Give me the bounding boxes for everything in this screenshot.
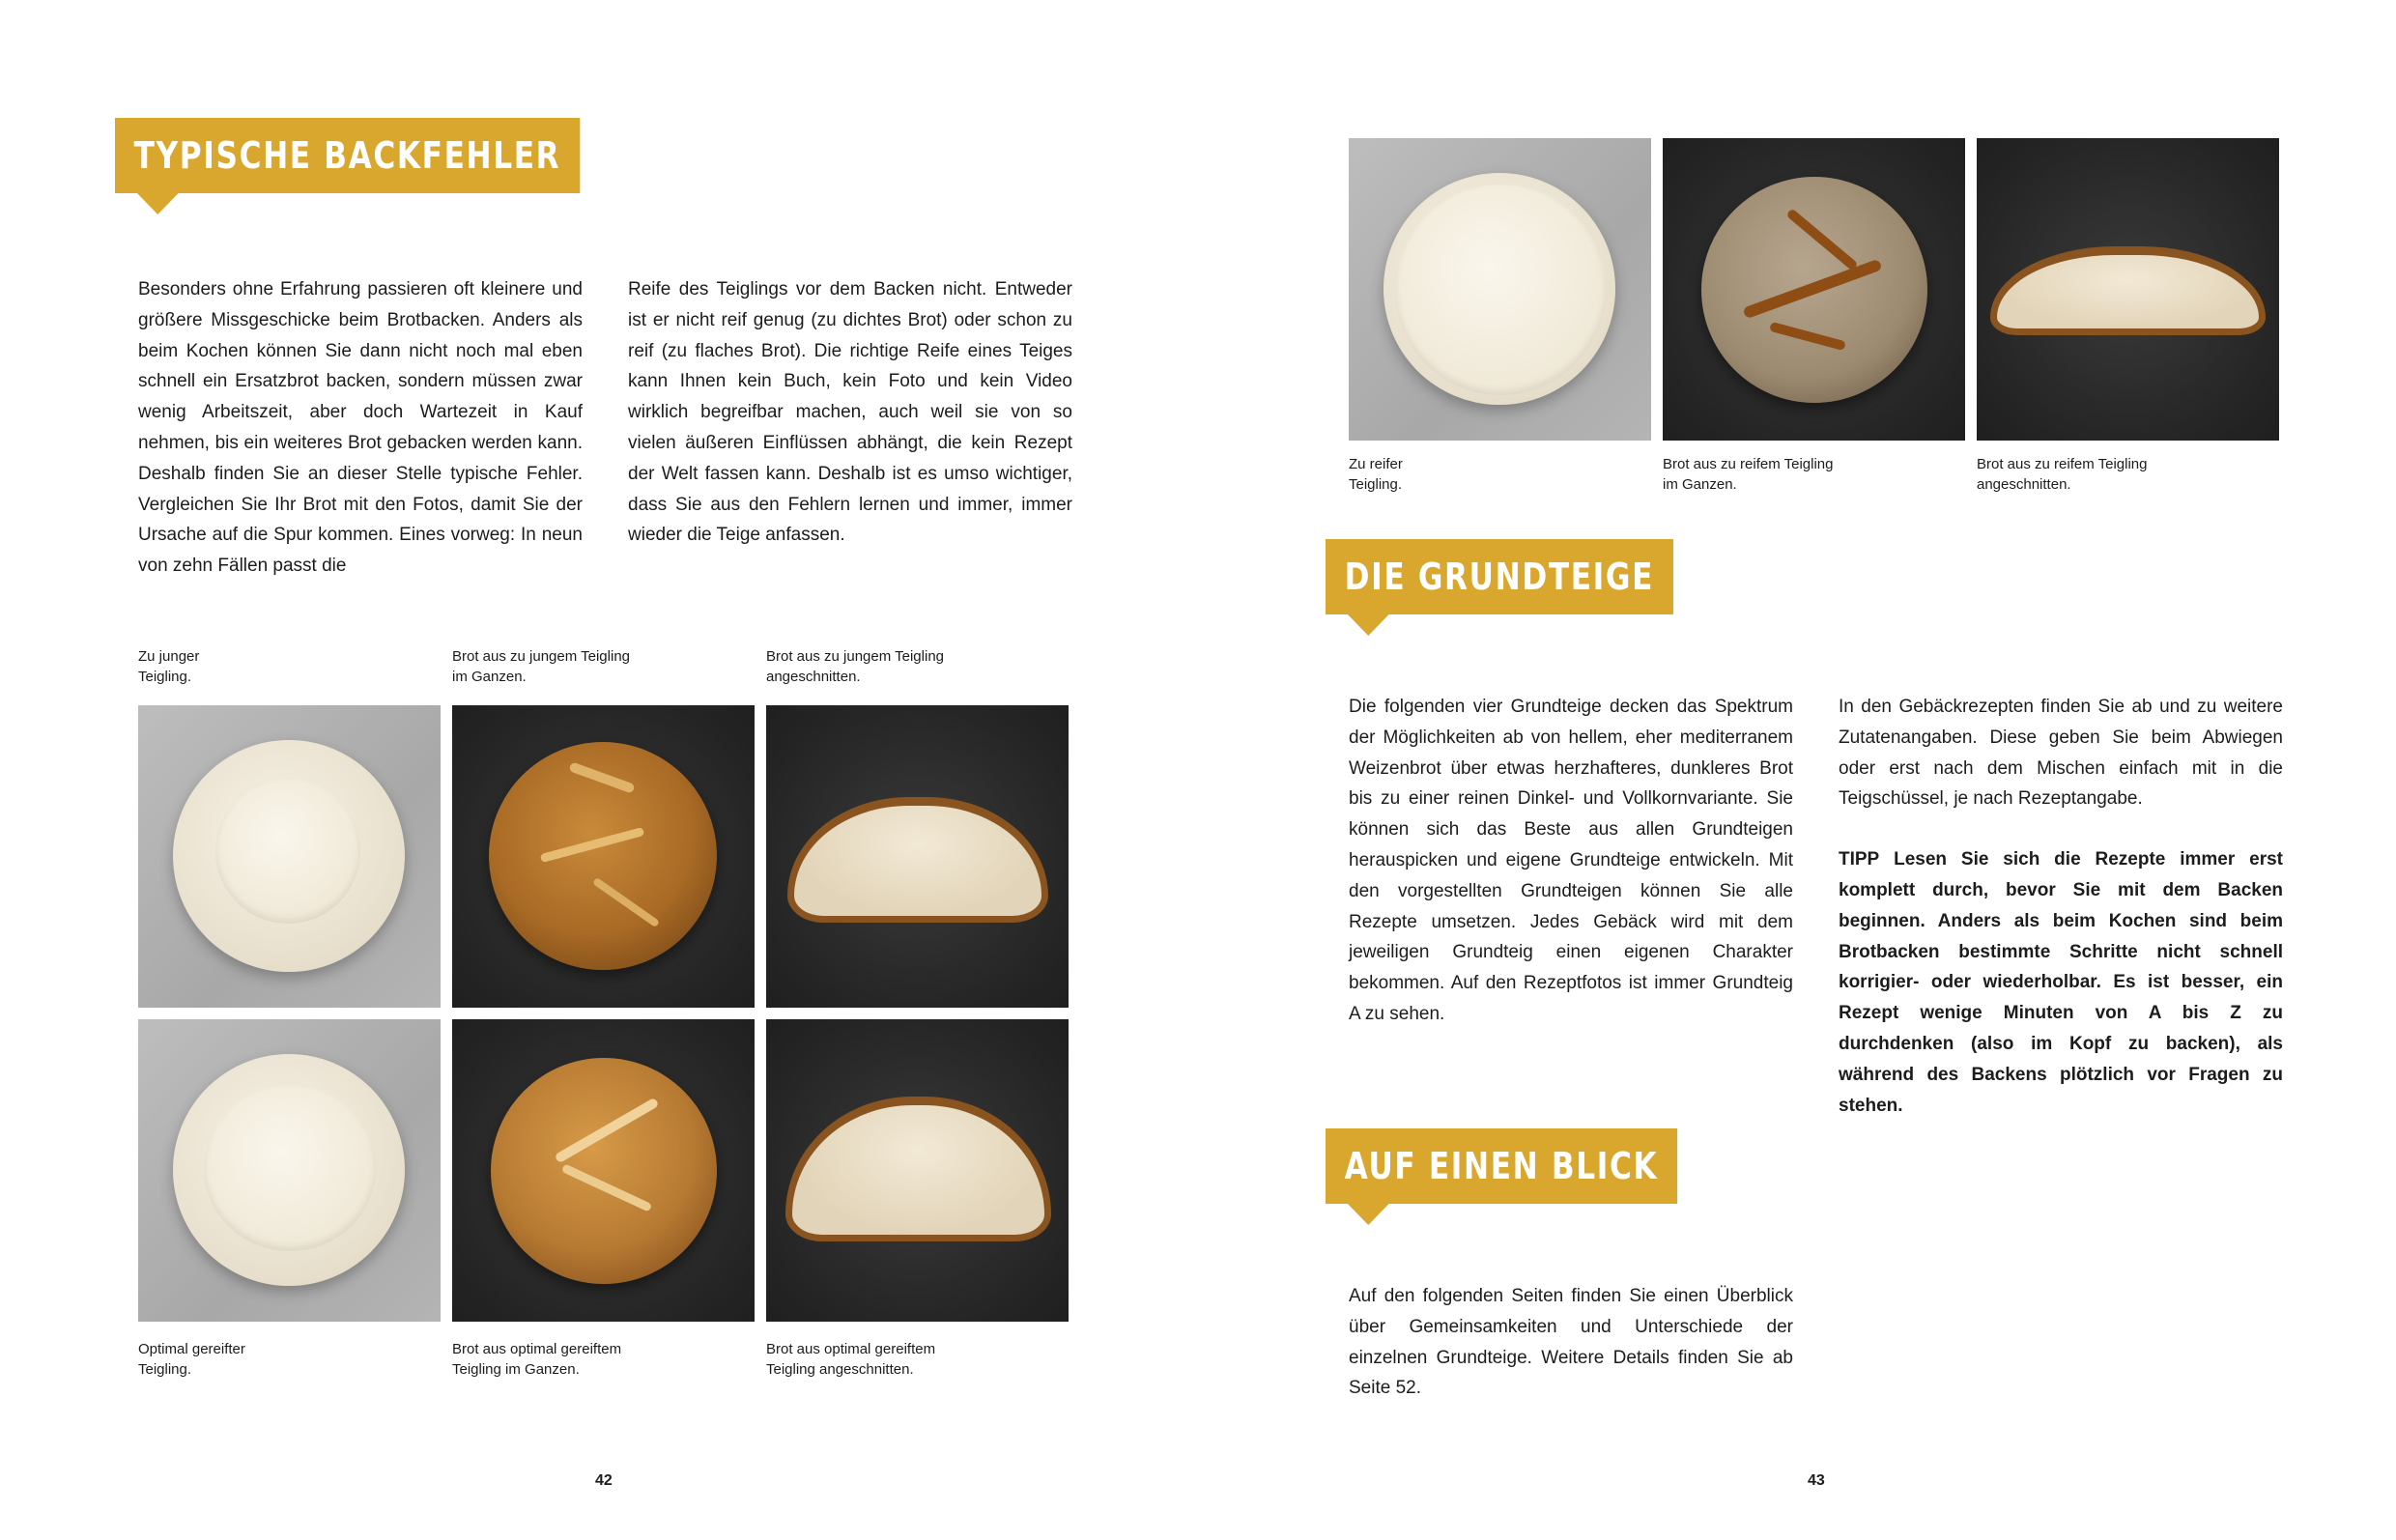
intro-column-2: Reife des Teiglings vor dem Backen nicht. Entweder ist er nicht reif genug (zu dichtes Brot) oder schon zu reif (zu flaches Brot). Die richtige Reife eines Teiges kann Ihnen kein Buch, kein Foto und kein Video wirklich begreifbar machen, auch weil sie von so vielen äußeren Einflüssen abhängt, die kein Rezept der Welt fassen kann. Deshalb ist es umso wichtiger, dass Sie aus den Fehlern lernen und immer, immer wieder die Teige anfassen. bbox=[628, 279, 1072, 546]
caption-zu-jungem-angeschnitten: Brot aus zu jungem Teigling angeschnitten. bbox=[766, 648, 944, 685]
grundteige-column-2 bbox=[1839, 692, 2283, 1121]
page-number-right: 43 bbox=[1808, 1472, 1825, 1489]
page-number-left: 42 bbox=[595, 1472, 613, 1489]
tipp-label: TIPP bbox=[1839, 849, 1880, 870]
caption-optimal-ganzen: Brot aus optimal gereiftem Teigling im Ganzen. bbox=[452, 1341, 622, 1378]
photo-overproof-dough bbox=[1349, 138, 1651, 441]
photo-young-dough bbox=[138, 705, 441, 1008]
caption-optimal-teigling: Optimal gereifter Teigling. bbox=[138, 1341, 245, 1378]
caption-zu-jungem-ganzen: Brot aus zu jungem Teigling im Ganzen. bbox=[452, 648, 630, 685]
intro-column-1: Besonders ohne Erfahrung passieren oft kleinere und größere Missgeschicke beim Brotbacken. Anders als beim Kochen können Sie dann nicht noch mal eben schnell ein Ersatzbrot backen, sondern müssen zwar wenig Arbeitszeit, aber doch Wartezeit in Kauf nehmen, bis ein weiteres Brot gebacken werden kann. Deshalb finden Sie an dieser Stelle typische Fehler. Vergleichen Sie Ihr Brot mit den Fotos, damit Sie der Ursache auf die Spur kommen. Eines vorweg: In neun von zehn Fällen passt die bbox=[138, 279, 583, 577]
heading-die-grundteige: DIE GRUNDTEIGE bbox=[1326, 539, 1673, 614]
photo-optimal-loaf-cut bbox=[766, 1019, 1069, 1322]
auf-einen-blick-text: Auf den folgenden Seiten finden Sie einen Überblick über Gemeinsamkeiten und Unterschiede der einzelnen Grundteige. Weitere Details finden Sie ab Seite 52. bbox=[1349, 1286, 1793, 1399]
caption-zu-junger-teigling: Zu junger Teigling. bbox=[138, 648, 200, 685]
caption-zu-reifem-ganzen: Brot aus zu reifem Teigling im Ganzen. bbox=[1663, 456, 1834, 493]
tipp-text: Lesen Sie sich die Rezepte immer erst komplett durch, bevor Sie mit dem Backen beginnen. Anders als beim Kochen sind beim Brotbacken bestimmte Schritte nicht schnell korrigier- oder wiederholbar. Es ist besser, ein Rezept wenige Minuten von A bis Z zu durchdenken (also im Kopf zu backen), als während des Backens plötzlich vor Fragen zu stehen. bbox=[1839, 849, 2283, 1116]
photo-optimal-dough bbox=[138, 1019, 441, 1322]
caption-zu-reifer-teigling: Zu reifer Teigling. bbox=[1349, 456, 1403, 493]
caption-zu-reifem-angeschnitten: Brot aus zu reifem Teigling angeschnitten. bbox=[1977, 456, 2148, 493]
heading-typische-backfehler: TYPISCHE BACKFEHLER bbox=[115, 118, 580, 193]
photo-optimal-loaf-whole bbox=[452, 1019, 755, 1322]
heading-auf-einen-blick: AUF EINEN BLICK bbox=[1326, 1128, 1677, 1204]
photo-young-loaf-cut bbox=[766, 705, 1069, 1008]
photo-overproof-loaf-cut bbox=[1977, 138, 2279, 441]
caption-optimal-angeschnitten: Brot aus optimal gereiftem Teigling angeschnitten. bbox=[766, 1341, 936, 1378]
grundteige-intro: In den Gebäckrezepten finden Sie ab und zu weitere Zutatenangaben. Diese geben Sie beim Abwiegen oder erst nach dem Mischen einfach mit in die Teigschüssel, je nach Rezeptangabe. bbox=[1839, 697, 2283, 810]
photo-overproof-loaf-whole bbox=[1663, 138, 1965, 441]
grundteige-column-1: Die folgenden vier Grundteige decken das Spektrum der Möglichkeiten ab von hellem, eher mediterranem Weizenbrot über etwas herzhafteres, dunkleres Brot bis zu einer reinen Dinkel- und Vollkornvariante. Sie können sich das Beste aus allen Grundteigen herauspicken und eigene Grundteige entwickeln. Mit den vorgestellten Grundteigen können Sie alle Rezepte umsetzen. Jedes Gebäck wird mit dem jeweiligen Grundteig einen eigenen Charakter bekommen. Auf den Rezeptfotos ist immer Grundteig A zu sehen. bbox=[1349, 697, 1793, 1024]
photo-young-loaf-whole bbox=[452, 705, 755, 1008]
tipp-box bbox=[1839, 844, 2283, 1121]
